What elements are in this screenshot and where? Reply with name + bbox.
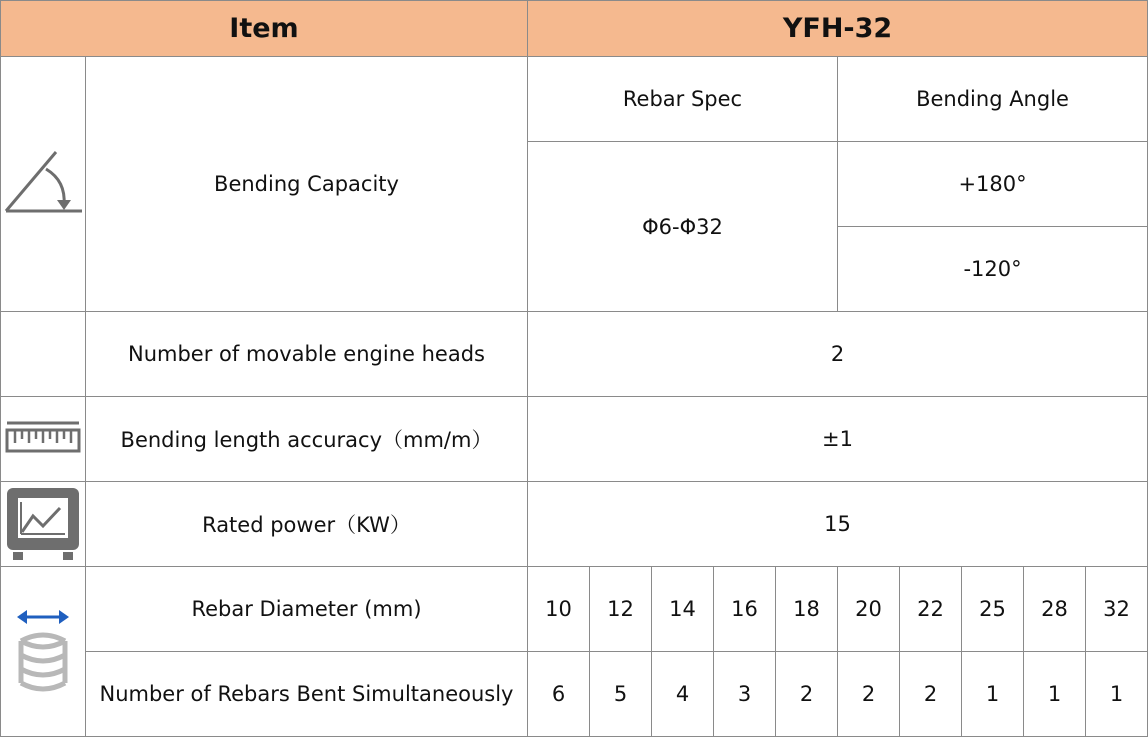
rebar-diameter-value: 10 bbox=[528, 567, 590, 652]
bending-angle-icon bbox=[2, 147, 84, 221]
empty-icon-cell bbox=[1, 312, 86, 397]
header-item: Item bbox=[1, 1, 528, 57]
rebar-spec-label: Rebar Spec bbox=[528, 57, 838, 142]
engine-heads-row bbox=[1, 312, 1148, 397]
rebars-bent-value: 2 bbox=[776, 652, 838, 737]
header-model: YFH-32 bbox=[528, 1, 1148, 57]
rebars-bent-value: 5 bbox=[590, 652, 652, 737]
header-row bbox=[1, 1, 1148, 57]
rebar-diameter-value: 20 bbox=[838, 567, 900, 652]
rebar-diameter-label: Rebar Diameter (mm) bbox=[86, 567, 528, 652]
rebar-diameter-icon-cell bbox=[1, 567, 86, 737]
rated-power-row bbox=[1, 482, 1148, 567]
length-accuracy-label: Bending length accuracy（mm/m） bbox=[86, 397, 528, 482]
rebar-diameter-value: 12 bbox=[590, 567, 652, 652]
rebars-bent-value: 3 bbox=[714, 652, 776, 737]
rebar-diameter-row bbox=[1, 567, 1148, 652]
rebar-diameter-value: 14 bbox=[652, 567, 714, 652]
rebars-bent-value: 2 bbox=[900, 652, 962, 737]
rebars-bent-value: 4 bbox=[652, 652, 714, 737]
bending-capacity-label: Bending Capacity bbox=[86, 57, 528, 312]
rebars-bent-row bbox=[1, 652, 1148, 737]
rebars-bent-value: 1 bbox=[1024, 652, 1086, 737]
engine-heads-value: 2 bbox=[528, 312, 1148, 397]
rebars-bent-value: 1 bbox=[962, 652, 1024, 737]
rebars-bent-value: 2 bbox=[838, 652, 900, 737]
power-monitor-icon-cell bbox=[1, 482, 86, 567]
length-accuracy-value: ±1 bbox=[528, 397, 1148, 482]
rebars-bent-label: Number of Rebars Bent Simultaneously bbox=[86, 652, 528, 737]
angle-negative-value: -120° bbox=[838, 227, 1148, 312]
rebar-diameter-value: 28 bbox=[1024, 567, 1086, 652]
rated-power-label: Rated power（KW） bbox=[86, 482, 528, 567]
rebar-spec-value: Φ6-Φ32 bbox=[528, 142, 838, 312]
bending-capacity-row bbox=[1, 57, 1148, 142]
rebar-diameter-value: 32 bbox=[1086, 567, 1148, 652]
rebar-diameter-value: 22 bbox=[900, 567, 962, 652]
rebar-diameter-value: 25 bbox=[962, 567, 1024, 652]
length-accuracy-row bbox=[1, 397, 1148, 482]
bending-angle-label: Bending Angle bbox=[838, 57, 1148, 142]
ruler-icon bbox=[5, 419, 81, 459]
rated-power-value: 15 bbox=[528, 482, 1148, 567]
rebars-bent-value: 1 bbox=[1086, 652, 1148, 737]
rebars-bent-value: 6 bbox=[528, 652, 590, 737]
rebar-diameter-icon bbox=[13, 607, 73, 697]
rebar-diameter-value: 18 bbox=[776, 567, 838, 652]
ruler-icon-cell bbox=[1, 397, 86, 482]
rebar-diameter-value: 16 bbox=[714, 567, 776, 652]
engine-heads-label: Number of movable engine heads bbox=[86, 312, 528, 397]
power-monitor-icon bbox=[5, 486, 81, 562]
bending-angle-icon-cell bbox=[1, 57, 86, 312]
angle-positive-value: +180° bbox=[838, 142, 1148, 227]
